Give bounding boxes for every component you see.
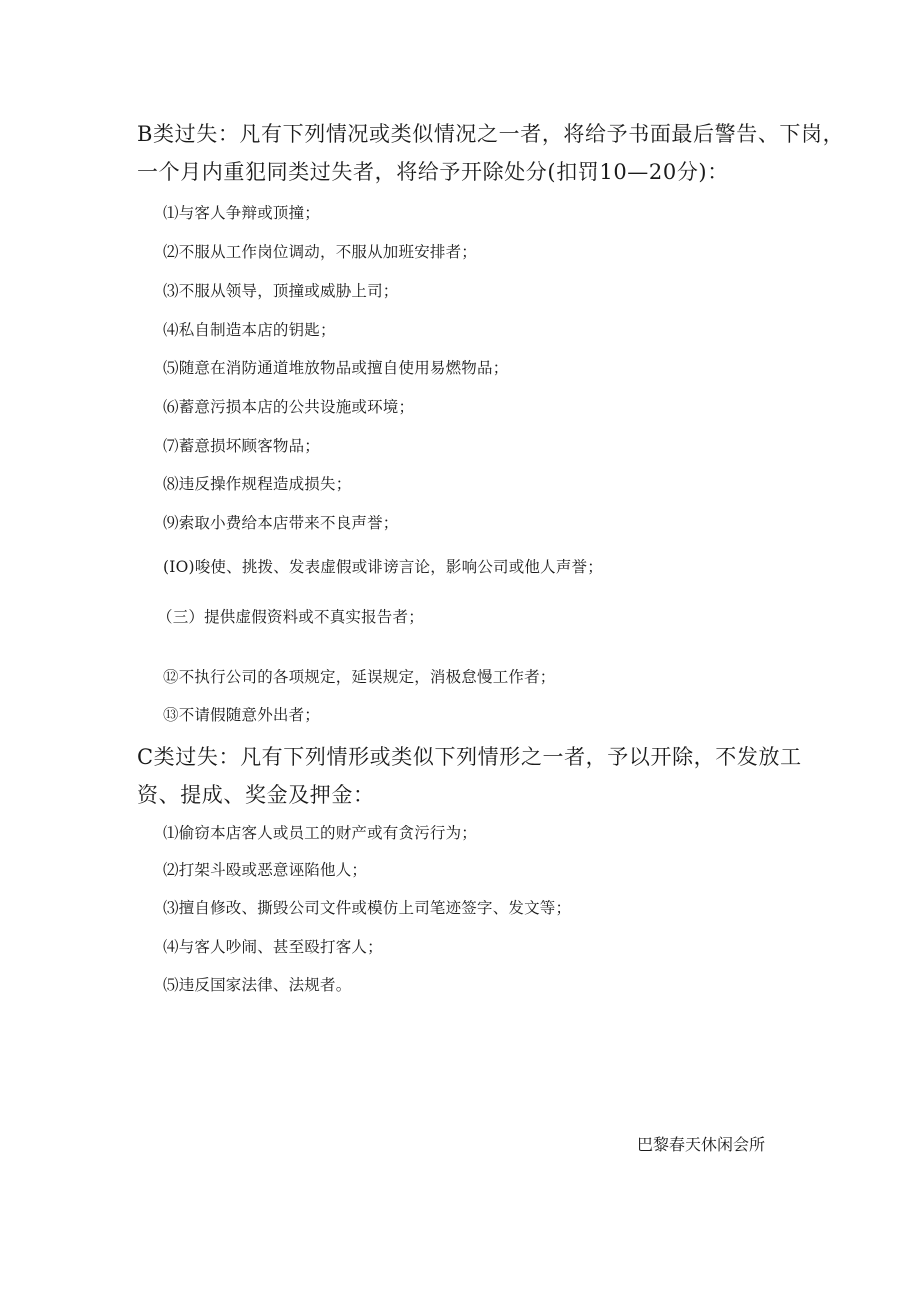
section-b-item-7: ⑺蓄意损坏顾客物品； xyxy=(163,437,321,455)
section-c-item-3: ⑶擅自修改、撕毁公司文件或模仿上司笔迹签字、发文等； xyxy=(163,899,572,917)
section-c-item-5: ⑸违反国家法律、法规者。 xyxy=(163,976,352,994)
section-b-heading-line-2: 一个月内重犯同类过失者，将给予开除处分(扣罚10—20分)： xyxy=(137,160,729,184)
section-b-item-8: ⑻违反操作规程造成损失； xyxy=(163,475,352,493)
section-b-item-3: ⑶不服从领导，顶撞或威胁上司； xyxy=(163,282,399,300)
section-b-item-13: ⑬不请假随意外出者； xyxy=(163,706,321,724)
section-b-item-12: ⑫不执行公司的各项规定，延误规定，消极怠慢工作者； xyxy=(163,668,556,686)
section-b-item-5: ⑸随意在消防通道堆放物品或擅自使用易燃物品； xyxy=(163,359,509,377)
section-c-heading-line-2: 资、提成、奖金及押金： xyxy=(137,783,375,807)
section-b-item-9: ⑼索取小费给本店带来不良声誉； xyxy=(163,514,399,532)
section-c-heading-line-1: C类过失：凡有下列情形或类似下列情形之一者，予以开除，不发放工 xyxy=(137,745,802,769)
section-b-item-11: （三）提供虚假资料或不真实报告者； xyxy=(157,608,424,626)
section-b-item-2: ⑵不服从工作岗位调动，不服从加班安排者； xyxy=(163,243,478,261)
section-b-heading-line-1: B类过失：凡有下列情况或类似情况之一者，将给予书面最后警告、下岗， xyxy=(137,122,845,146)
section-c-item-1: ⑴偷窃本店客人或员工的财产或有贪污行为； xyxy=(163,824,478,842)
signature-company-name: 巴黎春天休闲会所 xyxy=(637,1135,766,1154)
section-b-item-4: ⑷私自制造本店的钥匙； xyxy=(163,321,336,339)
section-c-item-2: ⑵打架斗殴或恶意诬陷他人； xyxy=(163,861,368,879)
section-b-item-6: ⑹蓄意污损本店的公共设施或环境； xyxy=(163,398,415,416)
section-b-item-10: (IO)唆使、挑拨、发表虚假或诽谤言论，影响公司或他人声誉； xyxy=(163,558,603,576)
section-b-item-1: ⑴与客人争辩或顶撞； xyxy=(163,204,321,222)
section-c-item-4: ⑷与客人吵闹、甚至殴打客人； xyxy=(163,938,383,956)
